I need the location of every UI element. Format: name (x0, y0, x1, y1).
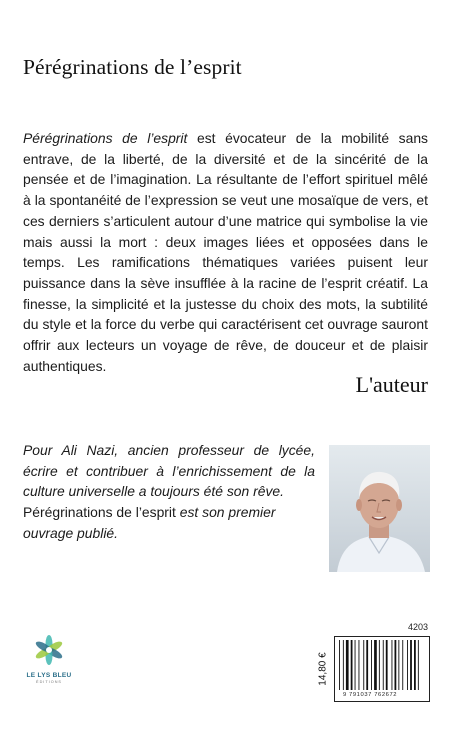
synopsis-line: à la spontanéité de l’expression se veut une mosaïque de vers, et (23, 192, 428, 209)
barcode-bar (346, 640, 349, 690)
barcode-bar (402, 640, 403, 690)
barcode-bar (363, 640, 364, 690)
barcode-bar (355, 640, 356, 690)
synopsis-line: finesse, la simplicité et la justesse du choix des mots, la subtilité (23, 295, 428, 312)
publisher-logo (24, 635, 74, 684)
barcode-bar (374, 640, 377, 690)
barcode-bar (379, 640, 380, 690)
barcode (334, 636, 430, 702)
barcode-bar (392, 640, 393, 690)
bio-text: écrire et contribuer à l’enrichissement de la (23, 462, 315, 479)
product-code: 4203 (407, 622, 428, 632)
synopsis-line: authentiques. (23, 357, 107, 374)
barcode-bar (351, 640, 353, 690)
synopsis-line: du style et la force du verbe qui caractérisent cet ouvrage sauront (23, 316, 428, 333)
bio-text: est son premier (175, 504, 276, 521)
barcode-bar (414, 640, 416, 690)
synopsis-line: entrave, de la liberté, de la diversité et de la sincérité de la (23, 150, 428, 167)
publisher-name: LE LYS BLEU (26, 672, 72, 679)
bio-text: ouvrage publié. (23, 524, 118, 541)
isbn-digits: 9 791037 762672 (343, 692, 398, 698)
barcode-bar (398, 640, 399, 690)
price-label (316, 636, 330, 702)
barcode-bar (395, 640, 397, 690)
synopsis-line: puissance dans la sève insufflée à la racine de l’esprit créatif. La (23, 274, 428, 291)
author-bio (23, 440, 315, 544)
author-portrait-image (329, 445, 430, 572)
barcode-bar (343, 640, 344, 690)
synopsis-paragraph (23, 128, 428, 376)
lily-flower-icon (34, 635, 64, 665)
barcode-bar (418, 640, 419, 690)
barcode-bars (339, 640, 433, 692)
barcode-bar (407, 640, 408, 690)
bio-book-title: Pérégrinations de l’esprit (23, 504, 176, 521)
synopsis-line (23, 128, 428, 149)
synopsis-line: pensée et de l’imagination. La résultante de l’effort spirituel mêlé (23, 171, 428, 188)
bio-line (23, 502, 315, 523)
book-title: Pérégrinations de l’esprit (23, 55, 242, 79)
price-text: 14,80 € (317, 652, 329, 686)
bio-line (23, 440, 315, 461)
barcode-bar (383, 640, 384, 690)
bio-line (23, 481, 315, 502)
barcode-bar (371, 640, 372, 690)
synopsis-line: mais aussi la mort : deux images liées et opposées dans le (23, 233, 428, 250)
synopsis-line: ces derniers s’articulent autour d’une matrice qui symbolise la vie (23, 212, 428, 229)
author-photo (329, 445, 430, 572)
barcode-bar (410, 640, 412, 690)
author-signature: L'auteur (355, 372, 428, 397)
bio-text: culture universelle a toujours été son rêve. (23, 483, 284, 500)
synopsis-text: est évocateur de la mobilité sans (187, 130, 428, 146)
synopsis-title-italic: Pérégrinations de l’esprit (23, 130, 188, 146)
barcode-bar (359, 640, 360, 690)
barcode-bar (366, 640, 368, 690)
publisher-subtitle: ÉDITIONS (36, 680, 62, 684)
bio-line (23, 523, 315, 544)
barcode-area (316, 622, 430, 704)
synopsis-line: temps. Les ramifications thématiques variées puisent leur (23, 254, 428, 271)
bio-text: Pour Ali Nazi, ancien professeur de lycée, (23, 442, 315, 458)
barcode-bar (386, 640, 388, 690)
bio-line (23, 461, 315, 482)
barcode-bar (339, 640, 340, 690)
synopsis-line: offrir aux lecteurs un voyage de rêve, de douceur et de plaisir (23, 337, 428, 354)
